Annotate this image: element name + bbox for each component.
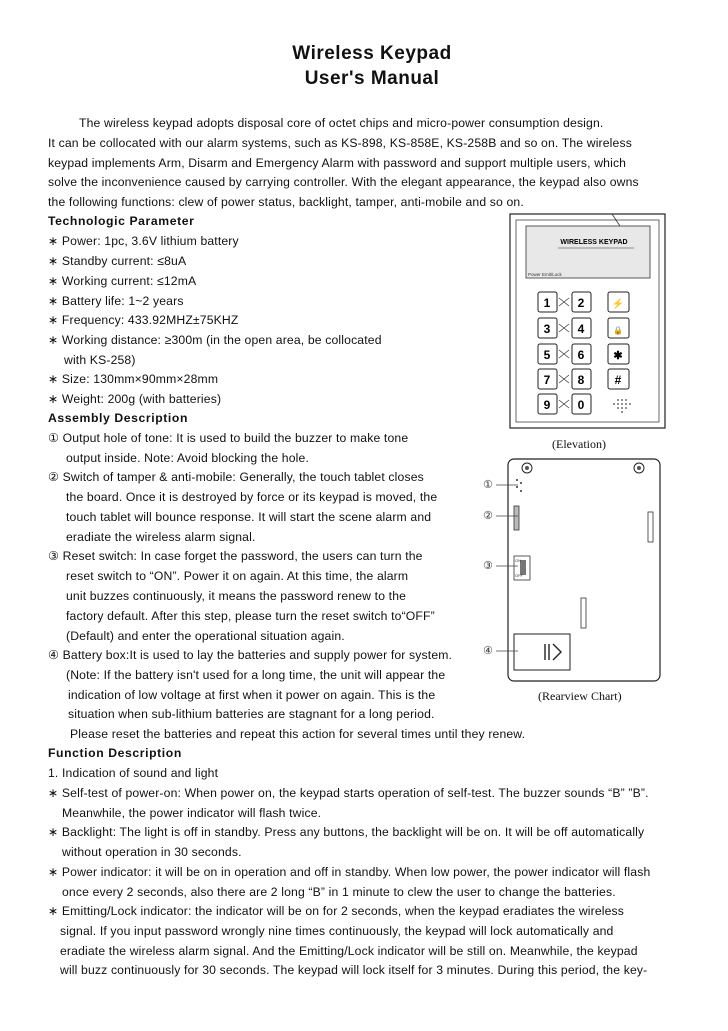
keypad-indicator-label: Power Emit/Lock (528, 272, 562, 277)
assembly-item: ④ Battery box:It is used to lay the batteries and supply power for system. (48, 648, 453, 662)
param-item: ∗ Power: 1pc, 3.6V lithium battery (48, 234, 239, 248)
assembly-item: ① Output hole of tone: It is used to build the buzzer to make tone (48, 431, 409, 445)
keypad-key-4-label: 4 (577, 322, 585, 336)
param-item: ∗ Working current: ≤12mA (48, 274, 197, 288)
keypad-key-func2-label: 🔒 (613, 326, 623, 335)
assembly-item: ② Switch of tamper & anti-mobile: Generally, the touch tablet closes (48, 470, 424, 484)
assembly-item-cont: the board. Once it is destroyed by force or its keypad is moved, the (66, 490, 438, 504)
keypad-rearview-figure (505, 456, 665, 684)
section-heading-technologic: Technologic Parameter (48, 214, 195, 228)
side-slot-right (648, 512, 653, 542)
function-item-cont: signal. If you input password wrongly nine times continuously, the keypad will lock automatically and (60, 924, 614, 938)
assembly-item-cont: situation when sub-lithium batteries are stagnant for a long period. (68, 707, 435, 721)
assembly-item-cont: output inside. Note: Avoid blocking the hole. (66, 451, 309, 465)
intro-line: solve the inconvenience caused by carrying controller. With the elegant appearance, the keypad also owns (48, 175, 639, 189)
section-heading-assembly: Assembly Description (48, 411, 189, 425)
callout-leader-lines (494, 480, 524, 660)
function-item-cont: eradiate the wireless alarm signal. And the Emitting/Lock indicator will be still on. Meanwhile, the keypad (60, 944, 638, 958)
keypad-display-window (526, 226, 650, 278)
function-item-cont: without operation in 30 seconds. (62, 845, 242, 859)
keypad-key-5-label: 5 (543, 348, 551, 362)
rearview-caption: (Rearview Chart) (538, 689, 622, 703)
param-item: ∗ Size: 130mm×90mm×28mm (48, 372, 219, 386)
keypad-key-func1-label: ⚡ (611, 299, 625, 310)
manual-title-line2: User's Manual (304, 68, 440, 89)
param-item: ∗ Frequency: 433.92MHZ±75KHZ (48, 313, 239, 327)
keypad-key-7-label: 7 (543, 373, 551, 387)
assembly-item-cont: indication of low voltage at first when it power on again. This is the (68, 688, 436, 702)
param-item: ∗ Working distance: ≥300m (in the open area, be collocated (48, 333, 382, 347)
assembly-item-cont: factory default. After this step, please turn the reset switch to“OFF” (66, 609, 435, 623)
callout-3: ③ (483, 559, 493, 572)
param-item-cont: with KS-258) (64, 353, 136, 367)
function-item-cont: Meanwhile, the power indicator will flash twice. (62, 806, 322, 820)
keypad-elevation-figure (508, 206, 668, 431)
callout-2: ② (483, 509, 493, 522)
intro-line: keypad implements Arm, Disarm and Emergency Alarm with password and support multiple users, which (48, 156, 627, 170)
assembly-item-cont: Please reset the batteries and repeat this action for several times until they renew. (70, 727, 526, 741)
keypad-key-func3-label: ✱ (613, 350, 623, 362)
reset-switch-off-label: OFF (515, 573, 523, 578)
function-item-cont: will buzz continuously for 30 seconds. The keypad will lock itself for 3 minutes. During this period, the key- (60, 963, 648, 977)
function-item-cont: once every 2 seconds, also there are 2 long “B” in 1 minute to clew the user to change the batteries. (62, 885, 616, 899)
function-item: ∗ Backlight: The light is off in standby. Press any buttons, the backlight will be on. It will be off automatically (48, 825, 645, 839)
keypad-key-3-label: 3 (543, 322, 551, 336)
elevation-caption: (Elevation) (552, 437, 606, 451)
manual-title-line1: Wireless Keypad (292, 43, 452, 64)
keypad-brand-label: WIRELESS KEYPAD (560, 239, 628, 246)
param-item: ∗ Battery life: 1~2 years (48, 294, 184, 308)
keypad-key-9-label: 9 (543, 398, 551, 412)
assembly-item-cont: reset switch to “ON”. Power it on again. At this time, the alarm (66, 569, 409, 583)
function-item: ∗ Emitting/Lock indicator: the indicator will be on for 2 seconds, when the keypad eradiates the wireless (48, 904, 625, 918)
section-heading-function: Function Description (48, 746, 182, 760)
intro-line: The wireless keypad adopts disposal core of octet chips and micro-power consumption design. (79, 116, 604, 130)
intro-line: the following functions: clew of power status, backlight, tamper, anti-mobile and so on. (48, 195, 524, 209)
assembly-item-cont: unit buzzes continuously, it means the password renew to the (66, 589, 407, 603)
assembly-item-cont: touch tablet will bounce response. It will start the scene alarm and (66, 510, 432, 524)
keypad-key-2-label: 2 (577, 296, 585, 310)
param-item: ∗ Standby current: ≤8uA (48, 254, 187, 268)
function-item: ∗ Power indicator: it will be on in operation and off in standby. When low power, the power indicator will flash (48, 865, 651, 879)
reset-switch-on-label: ON (515, 558, 521, 563)
callout-4: ④ (483, 644, 493, 657)
keypad-key-8-label: 8 (577, 373, 585, 387)
keypad-key-func4-label: # (614, 373, 622, 387)
assembly-item: ③ Reset switch: In case forget the password, the users can turn the (48, 549, 423, 563)
param-item: ∗ Weight: 200g (with batteries) (48, 392, 222, 406)
assembly-item-cont: (Note: If the battery isn't used for a long time, the unit will appear the (66, 668, 446, 682)
callout-1: ① (483, 478, 493, 491)
function-item: ∗ Self-test of power-on: When power on, the keypad starts operation of self-test. The buzzer sounds “B” ”B”. (48, 786, 649, 800)
keypad-key-0-label: 0 (577, 398, 585, 412)
function-subheading: 1. Indication of sound and light (48, 766, 219, 780)
inner-slot (581, 598, 586, 628)
keypad-key-1-label: 1 (543, 296, 551, 310)
intro-line: It can be collocated with our alarm systems, such as KS-898, KS-858E, KS-258B and so on. The wireless (48, 136, 632, 150)
assembly-item-cont: (Default) and enter the operational situation again. (66, 629, 345, 643)
assembly-item-cont: eradiate the wireless alarm signal. (66, 530, 256, 544)
keypad-key-6-label: 6 (577, 348, 585, 362)
